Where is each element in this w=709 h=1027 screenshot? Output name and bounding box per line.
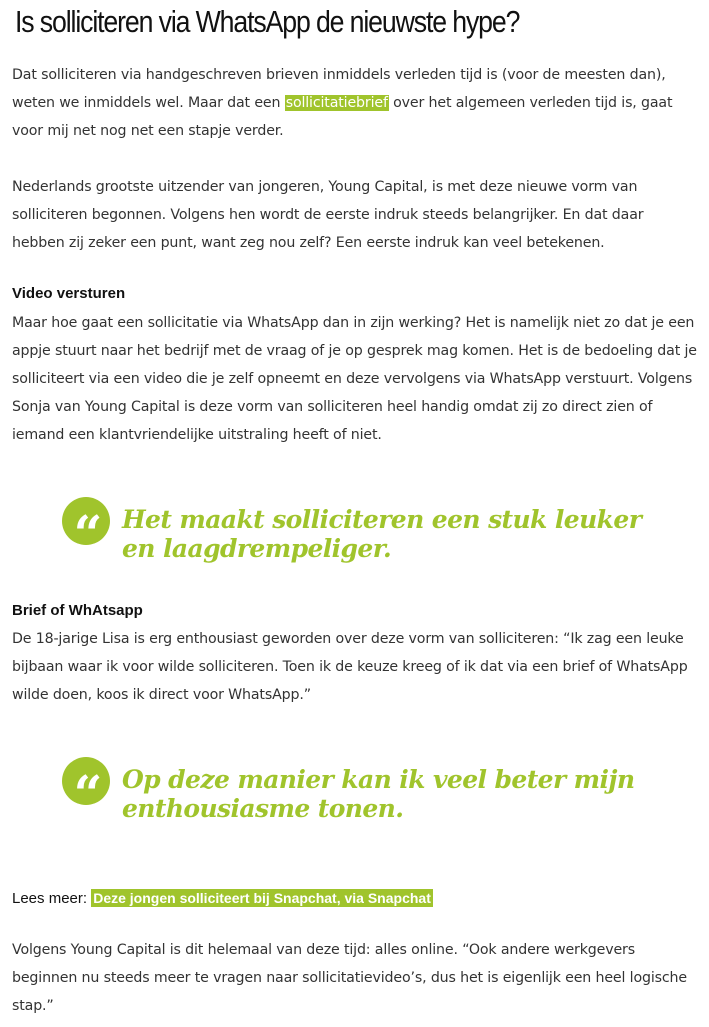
section-heading-brief: Brief of WhAtsapp xyxy=(12,602,143,619)
article-title: Is solliciteren via WhatsApp de nieuwste hype? xyxy=(15,4,520,39)
paragraph-video: Maar hoe gaat een sollicitatie via WhatsApp dan in zijn werking? Het is namelijk niet zo dat je een appje stuurt naar het bedrijf met de vraag of je op gesprek mag komen. Het is de bedoeling dat je solliciteert via een video die je zelf opneemt en deze vervolgens via WhatsApp verstuurt. Volgens Sonja van Young Capital is deze vorm van solliciteren heel handig omdat zij zo direct zien of iemand een klantvriendelijke uitstraling heeft of niet. xyxy=(12,315,697,443)
paragraph-young-capital: Nederlands grootste uitzender van jongeren, Young Capital, is met deze nieuwe vorm van solliciteren begonnen. Volgens hen wordt de eerste indruk steeds belangrijker. En dat daar hebben zij zeker een punt, want zeg nou zelf? Een eerste indruk kan veel betekenen. xyxy=(12,179,644,251)
sollicitatiebrief-link[interactable]: sollicitatiebrief xyxy=(285,95,388,111)
section-heading-video: Video versturen xyxy=(12,285,126,302)
quote-icon: “ xyxy=(62,757,110,805)
intro-paragraph xyxy=(12,61,697,145)
pull-quote-text: Het maakt solliciteren een stuk leuker en laagdrempeliger. xyxy=(122,505,642,563)
quote-icon: “ xyxy=(62,497,110,545)
closing-paragraph: Volgens Young Capital is dit helemaal van deze tijd: alles online. “Ook andere werkgevers beginnen nu steeds meer te vragen naar sollicitatievideo’s, dus het is eigenlijk een heel logische stap.” xyxy=(12,942,687,1014)
read-more-link[interactable]: Deze jongen solliciteert bij Snapchat, via Snapchat xyxy=(93,890,431,906)
read-more-label: Lees meer: xyxy=(12,890,92,907)
intro-text-before: Dat solliciteren via handgeschreven brieven inmiddels verleden tijd is (voor de meesten dan), weten we inmiddels wel. Maar dat een xyxy=(12,67,666,111)
read-more xyxy=(12,890,433,907)
pull-quote-text: Op deze manier kan ik veel beter mijn enthousiasme tonen. xyxy=(122,765,635,823)
paragraph-lisa: De 18-jarige Lisa is erg enthousiast geworden over deze vorm van solliciteren: “Ik zag een leuke bijbaan waar ik voor wilde solliciteren. Toen ik de keuze kreeg of ik dat via een brief of WhatsApp wilde doen, koos ik direct voor WhatsApp.” xyxy=(12,631,688,703)
intro-text-after: over het algemeen verleden tijd is, gaat voor mij net nog net een stapje verder. xyxy=(12,95,673,139)
